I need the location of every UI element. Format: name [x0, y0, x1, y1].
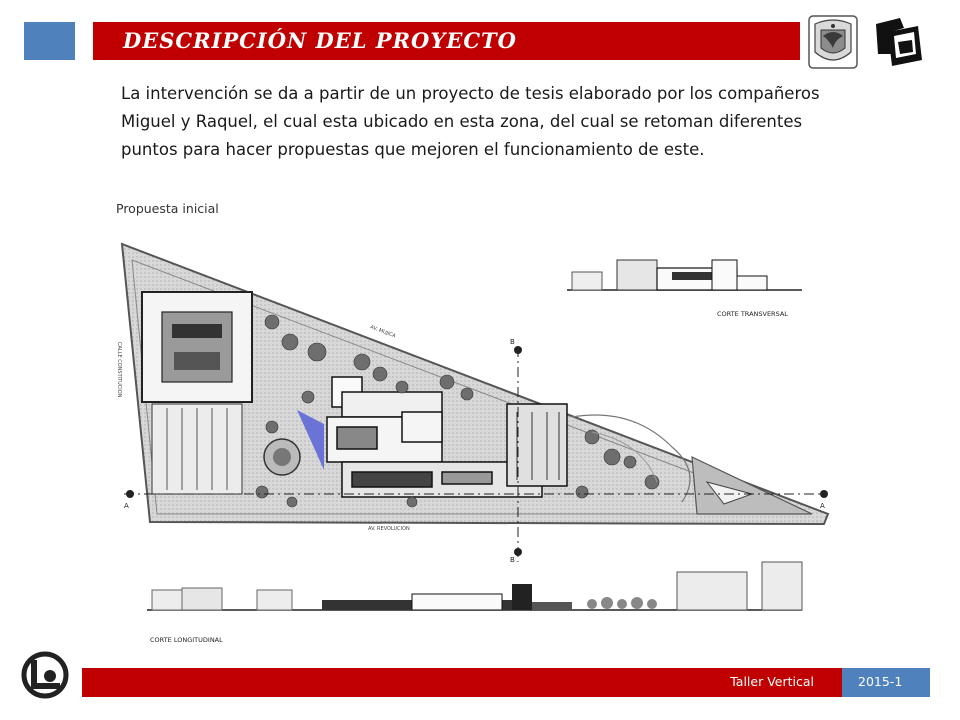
unam-crest-icon [805, 14, 861, 70]
axis-label-b-top: B [510, 338, 515, 346]
page-title: DESCRIPCIÓN DEL PROYECTO [123, 28, 517, 53]
footer-date-box [842, 668, 930, 697]
longitudinal-section-drawing [147, 562, 802, 644]
footer-bar [82, 668, 842, 697]
taller-logo-icon [20, 650, 70, 700]
paragraph-line: Miguel y Raquel, el cual esta ubicado en esta zona, del cual se retoman diferentes [121, 112, 803, 131]
description-paragraph [121, 80, 861, 164]
axis-label-b-bottom: B [510, 556, 515, 564]
street-label-bottom: AV. REVOLUCION [368, 526, 410, 532]
architectural-plan-drawing [112, 232, 842, 652]
plan-caption: Propuesta inicial [116, 201, 219, 216]
longitudinal-section-label: CORTE LONGITUDINAL [150, 636, 223, 644]
footer-label: Taller Vertical [730, 674, 814, 689]
faculty-logo-icon [870, 14, 926, 70]
decorative-blue-square [24, 22, 75, 60]
title-bar [93, 22, 800, 60]
street-label-top: AV. MUJICA [369, 324, 397, 340]
axis-label-a-left: A [124, 502, 129, 510]
paragraph-line: puntos para hacer propuestas que mejoren el funcionamiento de este. [121, 140, 705, 159]
paragraph-line: La intervención se da a partir de un proyecto de tesis elaborado por los compañeros [121, 84, 820, 103]
footer-date: 2015-1 [858, 674, 903, 689]
street-label-left: CALLE CONSTITUCION [116, 342, 122, 398]
transversal-section-label: CORTE TRANSVERSAL [717, 310, 788, 318]
axis-label-a-right: A [820, 502, 825, 510]
transversal-section-drawing [567, 260, 802, 318]
